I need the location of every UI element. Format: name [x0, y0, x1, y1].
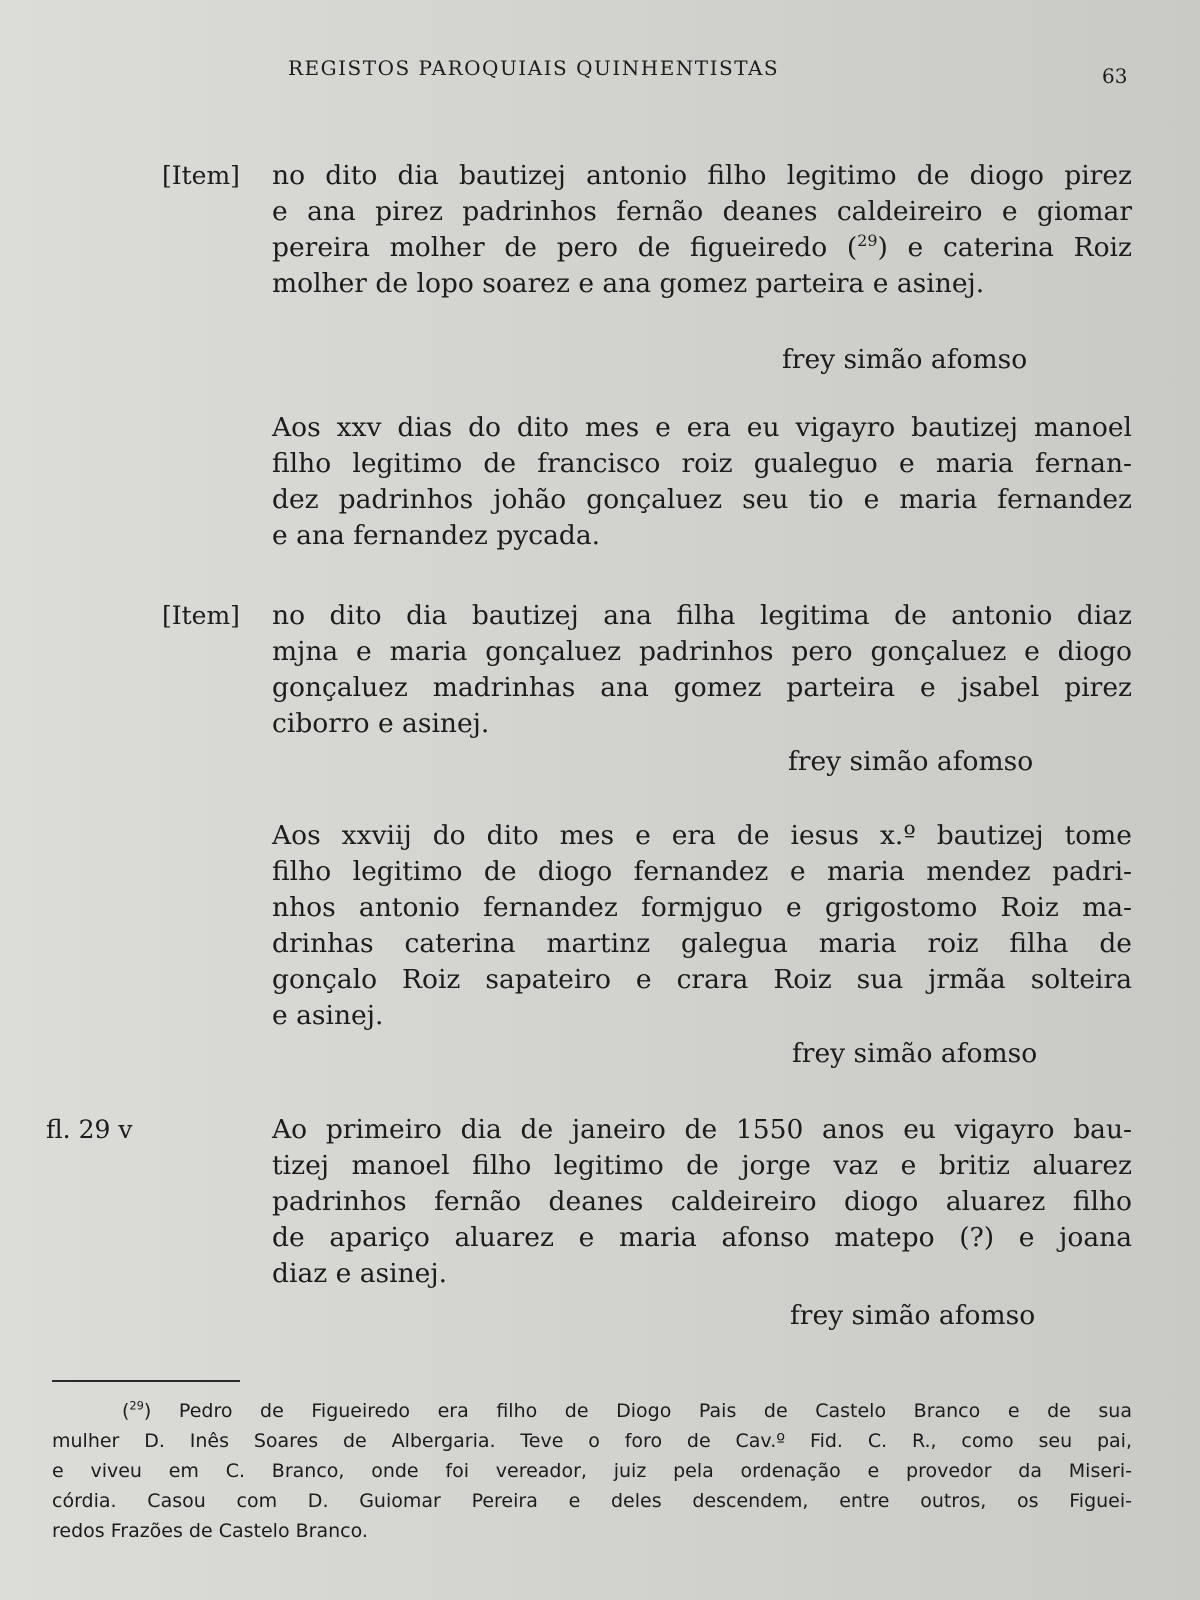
entry-line: ciborro e asinej.: [272, 708, 490, 739]
margin-label: [Item]: [162, 601, 240, 630]
footnote-marker: ($^{29}$): [122, 1398, 152, 1422]
entry-line: filho legitimo de francisco roiz gualeguo e maria fernan-: [272, 448, 1132, 479]
entry-line: padrinhos fernão deanes caldeireiro diogo aluarez filho: [272, 1186, 1132, 1217]
entry-line: Aos xxv dias do dito mes e era eu vigayro bautizej manoel: [272, 412, 1132, 443]
entry-line: molher de lopo soarez e ana gomez parteira e asinej.: [272, 268, 985, 299]
entry-line: filho legitimo de diogo fernandez e maria mendez padri-: [272, 856, 1132, 887]
running-title: REGISTOS PAROQUIAIS QUINHENTISTAS: [288, 56, 780, 80]
entry-line: pereira molher de pero de figueiredo ($^{29}$) e caterina Roiz: [272, 231, 1132, 263]
footnote-line: córdia. Casou com D. Guiomar Pereira e deles descendem, entre outros, os Figuei-: [52, 1490, 1132, 1512]
footnote-line: e viveu em C. Branco, onde foi vereador, juiz pela ordenação e provedor da Miseri-: [52, 1460, 1132, 1482]
entry-line: dez padrinhos johão gonçaluez seu tio e maria fernandez: [272, 484, 1132, 515]
entry-line: gonçaluez madrinhas ana gomez parteira e jsabel pirez: [272, 672, 1132, 703]
footnote-line: [122, 1396, 1132, 1426]
entry-line: no dito dia bautizej ana filha legitima de antonio diaz: [272, 600, 1132, 631]
entry-line: gonçalo Roiz sapateiro e crara Roiz sua jrmãa solteira: [272, 964, 1132, 995]
footnote-text: Pedro de Figueiredo era filho de Diogo Pais de Castelo Branco e de sua: [178, 1400, 1132, 1422]
entry-line: e asinej.: [272, 1000, 384, 1031]
entry-line: Aos xxviij do dito mes e era de iesus x.º bautizej tome: [272, 820, 1132, 851]
signature: frey simão afomso: [790, 1300, 1036, 1331]
entry-line: e ana fernandez pycada.: [272, 520, 601, 551]
entry-line: mjna e maria gonçaluez padrinhos pero gonçaluez e diogo: [272, 636, 1132, 667]
page-number: 63: [1102, 64, 1128, 88]
entry-line: diaz e asinej.: [272, 1258, 447, 1289]
entry-line: de apariço aluarez e maria afonso matepo (?) e joana: [272, 1222, 1132, 1253]
signature: frey simão afomso: [792, 1038, 1038, 1069]
entry-line: Ao primeiro dia de janeiro de 1550 anos eu vigayro bau-: [272, 1114, 1132, 1145]
footnote-line: redos Frazões de Castelo Branco.: [52, 1520, 368, 1542]
signature: frey simão afomso: [782, 344, 1028, 375]
entry-line: tizej manoel filho legitimo de jorge vaz e britiz aluarez: [272, 1150, 1132, 1181]
entry-line: no dito dia bautizej antonio filho legitimo de diogo pirez: [272, 160, 1132, 191]
footnote-reference: 29: [857, 231, 878, 251]
entry-line: nhos antonio fernandez formjguo e grigostomo Roiz ma-: [272, 892, 1132, 923]
footnote-reference: 29: [129, 1398, 144, 1413]
footnote-line: mulher D. Inês Soares de Albergaria. Teve o foro de Cav.º Fid. C. R., como seu pai,: [52, 1430, 1132, 1452]
signature: frey simão afomso: [788, 746, 1034, 777]
folio-reference: fl. 29 v: [46, 1115, 133, 1144]
margin-label: [Item]: [162, 161, 240, 190]
entry-line: drinhas caterina martinz galegua maria roiz filha de: [272, 928, 1132, 959]
entry-line: e ana pirez padrinhos fernão deanes caldeireiro e giomar: [272, 196, 1132, 227]
footnote-divider: [52, 1380, 240, 1382]
